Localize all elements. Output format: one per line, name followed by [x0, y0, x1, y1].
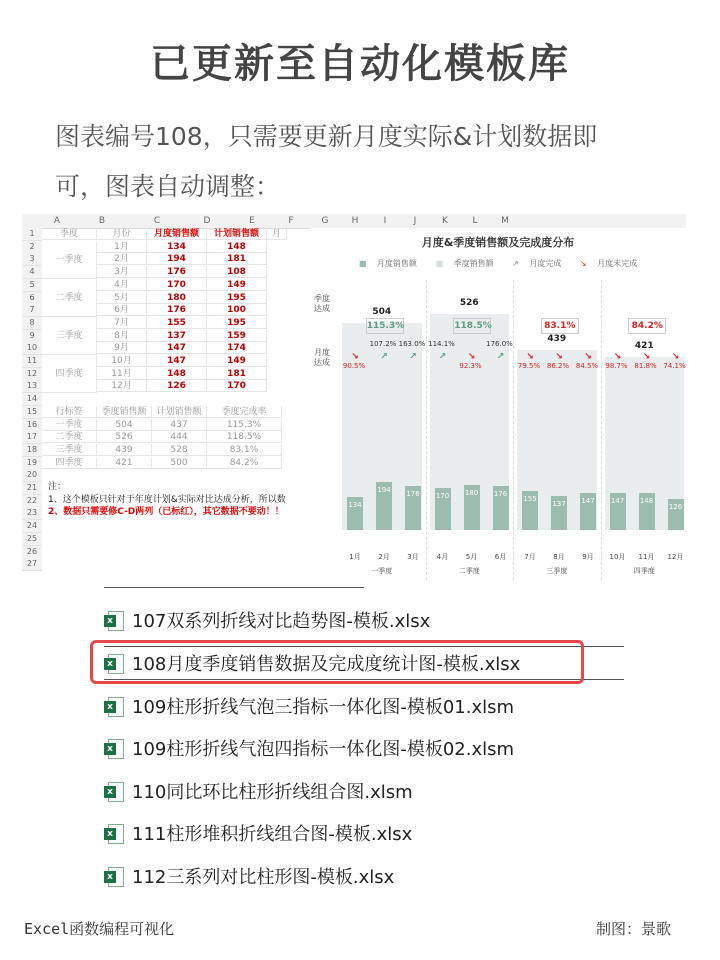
- down-arrow-icon: ↘: [351, 352, 359, 362]
- row-header: 25: [22, 533, 42, 546]
- file-name: 111柱形堆积折线组合图-模板.xlsx: [132, 824, 413, 845]
- table-cell: 12月: [97, 380, 147, 392]
- table-cell: 月份: [97, 228, 147, 240]
- table-cell: 100: [207, 304, 267, 316]
- quarter-total-label: 504: [372, 307, 392, 318]
- table-cell: 181: [207, 368, 267, 380]
- month-axis-label: 5月: [465, 553, 478, 561]
- bar-value-label: 155: [523, 495, 537, 504]
- row-header: 14: [22, 393, 42, 406]
- bar-value-label: 147: [581, 497, 595, 506]
- sales-chart: [310, 228, 686, 584]
- bar-value-label: 194: [377, 485, 391, 494]
- table-cell: 170: [207, 380, 267, 392]
- quarter-separator: [513, 280, 515, 580]
- bar-value-label: 170: [435, 491, 450, 500]
- bar-value-label: 126: [668, 502, 683, 511]
- row-header: 1: [22, 228, 42, 241]
- table-cell: 115.3%: [207, 419, 282, 431]
- row-header: 17: [22, 431, 42, 444]
- table-cell: 526: [97, 431, 152, 443]
- table-cell: 三季度: [42, 444, 97, 456]
- note-text: 1、这个模板只针对于年度计划&实际对比达成分析，所以数: [48, 494, 286, 505]
- footer-left: Excel函数编程可视化: [24, 920, 175, 938]
- row-header: 11: [22, 355, 42, 368]
- bar-value-label: 134: [348, 500, 362, 509]
- file-name: 108月度季度销售数据及完成度统计图-模板.xlsx: [132, 654, 521, 675]
- table-cell: 137: [147, 330, 207, 342]
- legend-item: ↘ 月度未完成: [579, 259, 638, 268]
- table-cell: 176: [147, 266, 207, 278]
- table-cell: 148: [207, 241, 267, 253]
- month-rate-label: 81.8%: [634, 362, 657, 370]
- excel-file-icon: x: [104, 738, 124, 758]
- month-axis-label: 9月: [582, 553, 594, 561]
- file-item[interactable]: [104, 605, 430, 635]
- note-text: 注：: [48, 482, 67, 492]
- table-cell: 528: [152, 444, 207, 456]
- file-name: 109柱形折线气泡三指标一体化图-模板01.xlsm: [132, 697, 515, 718]
- table-cell: 季度: [42, 228, 97, 240]
- table-cell: 计划销售额: [152, 406, 207, 418]
- excel-file-icon: x: [104, 610, 124, 630]
- table-cell: 147: [147, 342, 207, 354]
- month-axis-label: 6月: [494, 553, 507, 561]
- table-cell: 2月: [97, 253, 147, 265]
- column-header: J: [413, 216, 417, 226]
- month-rate-label: 74.1%: [663, 362, 686, 370]
- table-cell: 176: [147, 304, 207, 316]
- month-rate-label: 107.2%: [369, 340, 397, 348]
- table-cell: 118.5%: [207, 431, 282, 443]
- row-header: 21: [22, 482, 42, 495]
- table-cell: 月度销售额: [147, 228, 207, 240]
- month-axis-label: 3月: [407, 553, 419, 561]
- chart-legend: [310, 258, 686, 269]
- row-header: 23: [22, 507, 42, 520]
- month-rate-label: 92.3%: [459, 362, 482, 370]
- legend-item: ■ 月度销售额: [358, 259, 417, 268]
- row-header: 22: [22, 495, 42, 508]
- month-rate-label: 90.5%: [342, 362, 366, 370]
- down-arrow-icon: ↘: [467, 352, 476, 362]
- row-header: 15: [22, 406, 42, 419]
- table-cell: 149: [207, 279, 267, 291]
- month-axis-label: 7月: [524, 553, 536, 561]
- row-header: 16: [22, 419, 42, 432]
- row-header: 19: [22, 457, 42, 470]
- row-header: 24: [22, 520, 42, 533]
- bar-value-label: 137: [552, 499, 566, 508]
- table-cell: 504: [97, 419, 152, 431]
- excel-screenshot: [22, 214, 686, 584]
- table-cell: 181: [207, 253, 267, 265]
- table-cell: 159: [207, 330, 267, 342]
- up-arrow-icon: ↗: [438, 352, 447, 362]
- excel-file-icon: x: [104, 696, 124, 716]
- table-cell: 行标签: [42, 406, 97, 418]
- file-item[interactable]: [104, 861, 394, 891]
- table-cell: 季度销售额: [97, 406, 152, 418]
- file-name: 110同比环比柱形折线组合图.xlsm: [132, 782, 413, 803]
- row-header: 20: [22, 469, 42, 482]
- table-cell: 1月: [97, 241, 147, 253]
- table-cell: 170: [147, 279, 207, 291]
- table-cell: 4月: [97, 279, 147, 291]
- table-cell: 5月: [97, 292, 147, 304]
- table-cell: 439: [97, 444, 152, 456]
- bar-value-label: 147: [610, 497, 625, 506]
- down-arrow-icon: ↘: [642, 352, 651, 362]
- quarter-axis-label: 三季度: [546, 567, 568, 575]
- table-cell: 195: [207, 317, 267, 329]
- bar-value-label: 148: [639, 497, 654, 505]
- month-axis-label: 12月: [667, 553, 684, 561]
- month-rate-label: 84.5%: [575, 362, 599, 370]
- table-cell: 134: [147, 241, 207, 253]
- quarter-total-label: 421: [634, 341, 654, 352]
- column-header-row: [22, 214, 686, 229]
- table-cell: 二季度: [42, 431, 97, 443]
- bar-value-label: 180: [464, 489, 479, 497]
- row-header: 3: [22, 253, 42, 266]
- column-header: G: [321, 216, 329, 226]
- intro-text: [55, 112, 655, 212]
- column-header: C: [153, 216, 161, 226]
- file-name: 109柱形折线气泡四指标一体化图-模板02.xlsm: [132, 739, 515, 760]
- row-header: 26: [22, 546, 42, 559]
- quarter-rate-badge: 115.3%: [366, 318, 404, 334]
- excel-file-icon: x: [104, 866, 124, 886]
- table-cell: 148: [147, 368, 207, 380]
- quarter-label: 二季度: [42, 279, 97, 317]
- table-cell: 83.1%: [207, 444, 282, 456]
- table-cell: 10月: [97, 355, 147, 367]
- column-header: I: [383, 216, 387, 226]
- month-axis-label: 1月: [349, 553, 361, 561]
- table-cell: 6月: [97, 304, 147, 316]
- month-rate-label: 86.2%: [546, 362, 570, 370]
- table-cell: 季度完成率: [207, 406, 282, 418]
- table-cell: 四季度: [42, 457, 97, 469]
- column-header: A: [53, 216, 61, 226]
- month-rate-label: 114.1%: [428, 340, 455, 348]
- row-header: 8: [22, 317, 42, 330]
- quarter-rate-badge: 118.5%: [453, 318, 491, 334]
- table-cell: 3月: [97, 266, 147, 278]
- quarter-axis-label: 四季度: [633, 567, 655, 575]
- table-cell: 155: [147, 317, 207, 329]
- up-arrow-icon: ↗: [409, 352, 417, 362]
- footer-right: 制图：景歌: [596, 920, 672, 938]
- up-arrow-icon: ↗: [496, 352, 505, 362]
- month-rate-label: 月度 达成: [314, 348, 330, 367]
- month-rate-label: 176.0%: [486, 340, 513, 348]
- file-item[interactable]: [104, 733, 514, 763]
- column-header: H: [351, 216, 359, 226]
- row-header: 27: [22, 558, 42, 571]
- quarter-label: 一季度: [42, 241, 97, 279]
- highlight-box: [90, 640, 584, 684]
- column-header: M: [501, 216, 509, 226]
- table-cell: 500: [152, 457, 207, 469]
- quarter-label: 四季度: [42, 355, 97, 393]
- row-header: 5: [22, 279, 42, 292]
- table-cell: 一季度: [42, 419, 97, 431]
- month-rate-label: 163.0%: [398, 340, 426, 348]
- month-axis-label: 4月: [436, 553, 449, 561]
- row-header: 12: [22, 368, 42, 381]
- chart-title: 月度&季度销售额及完成度分布: [421, 236, 575, 249]
- month-axis-label: 10月: [609, 553, 626, 561]
- table-cell: 421: [97, 457, 152, 469]
- quarter-axis-label: 一季度: [371, 567, 393, 575]
- quarter-rate-label: 季度 达成: [314, 294, 330, 313]
- table-cell: 月: [267, 228, 287, 240]
- table-cell: 计划销售额: [207, 228, 267, 240]
- row-header: 7: [22, 304, 42, 317]
- quarter-separator: [426, 280, 428, 580]
- table-cell: 174: [207, 342, 267, 354]
- legend-item: ■ 季度销售额: [435, 259, 494, 268]
- note-text: 2、数据只需要修C-D两列（已标红），其它数据不要动！！: [48, 507, 284, 518]
- row-header: 9: [22, 330, 42, 343]
- down-arrow-icon: ↘: [555, 352, 563, 362]
- table-cell: 84.2%: [207, 457, 282, 469]
- quarter-rate-badge: 84.2%: [628, 318, 666, 334]
- down-arrow-icon: ↘: [613, 352, 622, 362]
- month-rate-label: 98.7%: [605, 362, 628, 370]
- legend-item: ↗ 月度完成: [512, 259, 562, 268]
- excel-file-icon: x: [104, 823, 124, 843]
- table-cell: 147: [147, 355, 207, 367]
- intro-line-1: 图表编号108，只需要更新月度实际&计划数据即: [55, 122, 598, 151]
- table-cell: 149: [207, 355, 267, 367]
- column-header: B: [98, 216, 106, 226]
- table-cell: 108: [207, 266, 267, 278]
- month-axis-label: 11月: [638, 553, 655, 561]
- intro-line-2: 可，图表自动调整：: [55, 172, 281, 201]
- row-header: 10: [22, 342, 42, 355]
- excel-file-icon: x: [104, 653, 124, 673]
- excel-file-icon: x: [104, 781, 124, 801]
- quarter-label: 三季度: [42, 317, 97, 355]
- file-name: 107双系列折线对比趋势图-模板.xlsx: [132, 611, 431, 632]
- row-header: 2: [22, 241, 42, 254]
- table-cell: 9月: [97, 342, 147, 354]
- cut-line: [104, 587, 364, 588]
- page-title: 已更新至自动化模板库: [150, 41, 570, 87]
- row-header: 18: [22, 444, 42, 457]
- table-cell: 180: [147, 292, 207, 304]
- table-cell: 444: [152, 431, 207, 443]
- quarter-total-label: 439: [547, 334, 567, 344]
- month-rate-label: 79.5%: [517, 362, 541, 370]
- file-item[interactable]: [104, 818, 412, 848]
- table-cell: 437: [152, 419, 207, 431]
- file-item[interactable]: [104, 776, 413, 806]
- down-arrow-icon: ↘: [584, 352, 592, 362]
- table-cell: 7月: [97, 317, 147, 329]
- quarter-separator: [601, 280, 603, 580]
- table-cell: 11月: [97, 368, 147, 380]
- table-cell: 126: [147, 380, 207, 392]
- month-axis-label: 2月: [378, 553, 390, 561]
- quarter-rate-badge: 83.1%: [541, 318, 579, 334]
- quarter-axis-label: 二季度: [458, 567, 480, 575]
- file-name: 112三系列对比柱形图-模板.xlsx: [132, 867, 395, 888]
- up-arrow-icon: ↗: [380, 352, 388, 362]
- bar-value-label: 176: [493, 490, 508, 498]
- down-arrow-icon: ↘: [671, 352, 680, 362]
- row-header: 13: [22, 380, 42, 393]
- column-header: L: [472, 216, 478, 226]
- bar-value-label: 176: [406, 490, 420, 498]
- table-cell: 194: [147, 253, 207, 265]
- row-header: 4: [22, 266, 42, 279]
- column-header: K: [442, 216, 448, 226]
- column-header: E: [249, 216, 255, 226]
- table-cell: 8月: [97, 330, 147, 342]
- column-header: D: [203, 216, 211, 226]
- down-arrow-icon: ↘: [526, 352, 534, 362]
- row-header: 6: [22, 292, 42, 305]
- quarter-total-label: 526: [459, 298, 479, 309]
- column-header: F: [288, 216, 294, 226]
- table-cell: 195: [207, 292, 267, 304]
- month-axis-label: 8月: [553, 553, 565, 561]
- file-item[interactable]: [104, 691, 514, 721]
